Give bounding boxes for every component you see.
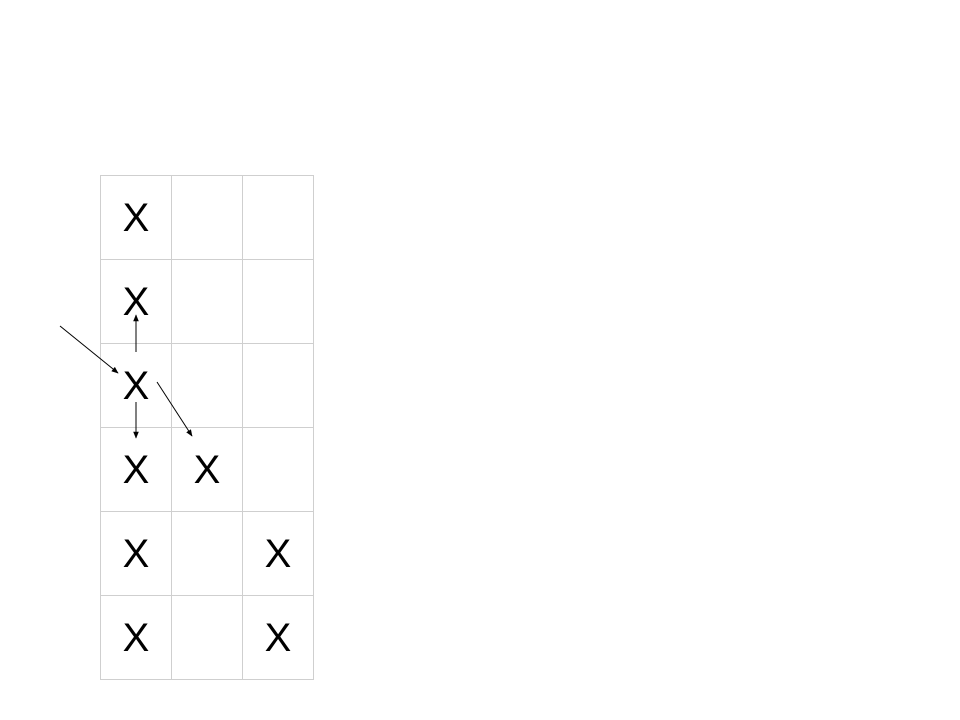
cell-r4-c3 [243,428,314,512]
cell-r1-c1: X [101,176,172,260]
grid-row-5 [101,512,314,596]
cell-r6-c3: X [243,596,314,680]
marker-grid [100,175,314,680]
cell-r2-c1: X [101,260,172,344]
cell-r5-c3: X [243,512,314,596]
cell-r2-c2 [172,260,243,344]
grid-row-4 [101,428,314,512]
cell-r2-c3 [243,260,314,344]
cell-r3-c1: X [101,344,172,428]
grid-row-6 [101,596,314,680]
grid-row-2 [101,260,314,344]
grid-row-1 [101,176,314,260]
cell-r1-c3 [243,176,314,260]
cell-r1-c2 [172,176,243,260]
cell-r6-c2 [172,596,243,680]
cell-r3-c2 [172,344,243,428]
cell-r6-c1: X [101,596,172,680]
cell-r3-c3 [243,344,314,428]
grid-row-3 [101,344,314,428]
cell-r5-c1: X [101,512,172,596]
cell-r4-c1: X [101,428,172,512]
cell-r4-c2: X [172,428,243,512]
cell-r5-c2 [172,512,243,596]
